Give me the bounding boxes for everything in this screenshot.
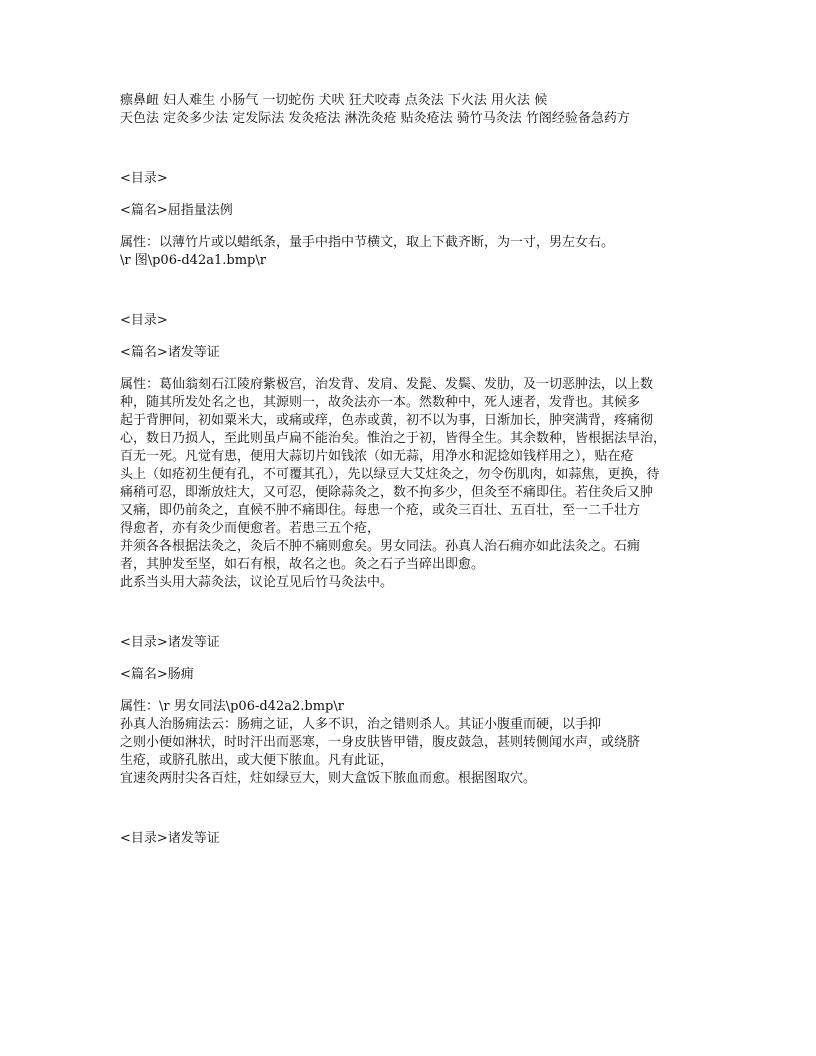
body-line: 痛稍可忍，即渐放炷大，又可忍，便除蒜灸之，数不拘多少，但灸至不痛即住。若住灸后又肿 xyxy=(120,485,654,500)
body-line: 头上（如疮初生便有孔，不可覆其孔），先以绿豆大艾炷灸之，勿令伤肌肉，如蒜焦，更换，待 xyxy=(120,467,660,482)
pianming-heading: <篇名>屈指量法例 xyxy=(120,203,233,218)
body-line: 此系当头用大蒜灸法，议论互见后竹马灸法中。 xyxy=(120,575,394,590)
body-line: 宜速灸两肘尖各百炷，炷如绿豆大，则大盒饭下脓血而愈。根据图取穴。 xyxy=(120,771,537,786)
body-line: 属性：葛仙翁刻石江陵府紫极宫，治发背、发肩、发髭、发鬓、发肋，及一切恶肿法，以上数 xyxy=(120,377,654,392)
body-line: \r 图\p06-d42a1.bmp\r xyxy=(120,253,266,268)
body-line: 生疮，或脐孔脓出，或大便下脓血。凡有此证， xyxy=(120,753,394,768)
section-qu-zhi-liang-fa xyxy=(120,170,710,270)
mulu-heading: <目录>诸发等证 xyxy=(120,635,220,650)
section-next xyxy=(120,830,710,848)
section-zhu-fa-deng-zheng xyxy=(120,312,710,592)
body-line: 属性：\r 男女同法\p06-d42a2.bmp\r xyxy=(120,699,344,714)
body-line: 者，其肿发至坚，如石有根，故名之也。灸之石子当碎出即愈。 xyxy=(120,557,485,572)
mulu-heading: <目录>诸发等证 xyxy=(120,831,220,846)
mulu-heading: <目录> xyxy=(120,171,168,186)
body-line: 又痛，即仍前灸之，直候不肿不痛即住。每患一个疮，或灸三百壮、五百壮，至一二千壮方 xyxy=(120,503,641,518)
body-line: 并须各各根据法灸之，灸后不肿不痛则愈矣。男女同法。孙真人治石痈亦如此法灸之。石痈 xyxy=(120,539,641,554)
body-line: 起于背胛间，初如粟米大，或痛或痒，色赤或黄，初不以为事，日渐加长，肿突满背，疼痛彻 xyxy=(120,413,654,428)
body-line: 百无一死。凡觉有患，便用大蒜切片如钱浓（如无蒜，用净水和泥捻如钱样用之），贴在疮 xyxy=(120,449,634,464)
body-line: 属性：以薄竹片或以蜡纸条，量手中指中节横文，取上下截齐断，为一寸，男左女右。 xyxy=(120,235,615,250)
pianming-heading: <篇名>肠痈 xyxy=(120,667,194,682)
toc-block xyxy=(120,92,710,128)
body-line: 得愈者，亦有灸少而便愈者。若患三五个疮， xyxy=(120,521,381,536)
body-line: 之则小便如淋状，时时汗出而恶寒，一身皮肤皆甲错，腹皮鼓急，甚则转侧闻水声，或绕脐 xyxy=(120,735,641,750)
body-line: 心，数日乃损人，至此则虽卢扁不能治矣。惟治之于初，皆得全生。其余数种，皆根据法早治， xyxy=(120,431,667,446)
pianming-heading: <篇名>诸发等证 xyxy=(120,345,220,360)
body-line: 种，随其所发处名之也，其源则一，故灸法亦一本。然数种中，死人速者，发背也。其候多 xyxy=(120,395,641,410)
toc-line: 天色法 定灸多少法 定发际法 发灸疮法 淋洗灸疮 贴灸疮法 骑竹马灸法 竹阁经验备急药方 xyxy=(120,111,630,126)
toc-line: 瘭鼻衄 妇人难生 小肠气 一切蛇伤 犬吠 狂犬咬毒 点灸法 下火法 用火法 候 xyxy=(120,93,548,108)
body-line: 孙真人治肠痈法云：肠痈之证，人多不识，治之错则杀人。其证小腹重而硬，以手抑 xyxy=(120,717,602,732)
mulu-heading: <目录> xyxy=(120,313,168,328)
section-chang-yong xyxy=(120,634,710,788)
document-page xyxy=(120,92,710,848)
